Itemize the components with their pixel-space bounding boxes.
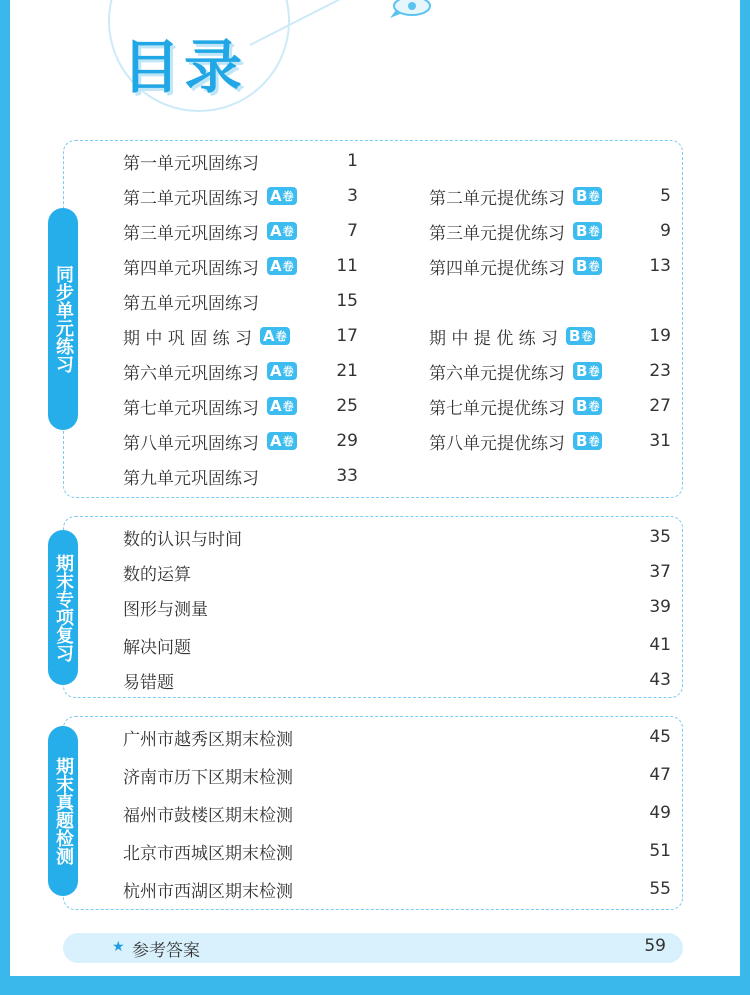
toc-page-number: 9 [660,221,671,241]
badge-letter: A [270,362,282,380]
volume-badge [267,362,297,380]
volume-badge [573,257,602,275]
toc-page-number: 1 [347,151,358,171]
toc-page-number: 3 [347,186,358,206]
toc-entry-label: 期 中 提 优 练 习 [429,328,559,349]
badge-suffix: 卷 [282,435,294,448]
toc-entry-label: 第四单元提优练习 [429,258,565,279]
badge-suffix: 卷 [588,400,600,413]
toc-entry[interactable] [429,254,602,278]
toc-page-number: 37 [649,562,671,582]
toc-page-number: 7 [347,221,358,241]
toc-entry[interactable] [123,801,293,825]
badge-letter: B [576,362,588,380]
toc-entry[interactable] [123,359,297,383]
badge-suffix: 卷 [588,190,600,203]
toc-entry-label: 第一单元巩固练习 [123,153,259,174]
toc-page-number: 15 [336,291,358,311]
toc-entry[interactable] [123,595,208,619]
badge-suffix: 卷 [581,330,593,343]
toc-entry[interactable] [123,877,293,901]
toc-entry-label: 易错题 [123,672,174,693]
toc-page-number: 41 [649,635,671,655]
toc-entry-label: 第八单元提优练习 [429,433,565,454]
toc-page-number: 29 [336,431,358,451]
toc-entry[interactable] [123,560,191,584]
toc-entry-label: 第二单元巩固练习 [123,188,259,209]
toc-page-number: 55 [649,879,671,899]
toc-entry[interactable] [123,763,293,787]
toc-entry-label: 解决问题 [123,637,191,658]
badge-letter: A [270,222,282,240]
rocket-icon [388,0,436,22]
toc-entry[interactable] [429,324,595,348]
toc-page-number: 43 [649,670,671,690]
volume-badge [267,432,297,450]
toc-entry[interactable] [123,668,174,692]
badge-suffix: 卷 [282,365,294,378]
toc-entry[interactable] [123,219,297,243]
toc-entry[interactable] [123,184,297,208]
badge-letter: B [569,327,581,345]
toc-entry[interactable] [429,219,602,243]
toc-entry[interactable] [429,359,602,383]
toc-page-number: 17 [336,326,358,346]
volume-badge [267,397,297,415]
toc-entry[interactable] [123,633,191,657]
toc-entry[interactable] [123,464,259,488]
toc-entry[interactable] [123,254,297,278]
badge-letter: B [576,222,588,240]
toc-page-number: 45 [649,727,671,747]
star-icon: ★ [112,939,125,955]
toc-entry[interactable] [429,429,602,453]
toc-entry-label: 第八单元巩固练习 [123,433,259,454]
toc-entry-label: 第七单元巩固练习 [123,398,259,419]
toc-page-number: 47 [649,765,671,785]
toc-entry-label: 济南市历下区期末检测 [123,767,293,788]
toc-entry-label: 第九单元巩固练习 [123,468,259,489]
toc-page-number: 11 [336,256,358,276]
badge-letter: A [270,257,282,275]
badge-suffix: 卷 [588,365,600,378]
toc-entry[interactable] [123,149,259,173]
badge-suffix: 卷 [588,260,600,273]
toc-entry-label: 数的认识与时间 [123,529,242,550]
badge-suffix: 卷 [588,435,600,448]
badge-suffix: 卷 [282,260,294,273]
toc-entry[interactable] [123,289,259,313]
badge-suffix: 卷 [275,330,287,343]
toc-entry-label: 数的运算 [123,564,191,585]
badge-letter: B [576,432,588,450]
toc-entry-label: 广州市越秀区期末检测 [123,729,293,750]
badge-letter: A [270,187,282,205]
volume-badge [573,187,602,205]
toc-entry-label: 第七单元提优练习 [429,398,565,419]
volume-badge [260,327,290,345]
toc-entry-label: 福州市鼓楼区期末检测 [123,805,293,826]
badge-letter: A [270,432,282,450]
toc-entry-label: 图形与测量 [123,599,208,620]
toc-page-number: 51 [649,841,671,861]
toc-page-number: 25 [336,396,358,416]
badge-suffix: 卷 [282,225,294,238]
toc-entry[interactable] [123,525,242,549]
volume-badge [573,362,602,380]
toc-page-number: 13 [649,256,671,276]
toc-page-number: 5 [660,186,671,206]
toc-entry-label: 北京市西城区期末检测 [123,843,293,864]
toc-page-number: 21 [336,361,358,381]
toc-page-number: 27 [649,396,671,416]
toc-entry-label: 第六单元巩固练习 [123,363,259,384]
badge-suffix: 卷 [588,225,600,238]
volume-badge [573,397,602,415]
volume-badge [573,222,602,240]
volume-badge [267,222,297,240]
volume-badge [267,187,297,205]
badge-letter: A [270,397,282,415]
toc-entry-label: 期 中 巩 固 练 习 [123,328,253,349]
volume-badge [267,257,297,275]
toc-page-number: 35 [649,527,671,547]
toc-page-number: 49 [649,803,671,823]
section-tag-sync: 同步单元练习 [48,208,78,430]
badge-letter: B [576,257,588,275]
badge-suffix: 卷 [282,190,294,203]
toc-page-number: 31 [649,431,671,451]
badge-letter: B [576,187,588,205]
toc-entry-label: 第三单元提优练习 [429,223,565,244]
toc-entry-label: 第六单元提优练习 [429,363,565,384]
toc-entry-label: 第四单元巩固练习 [123,258,259,279]
volume-badge [566,327,595,345]
answers-label[interactable]: 参考答案 [132,941,200,961]
toc-entry-label: 第五单元巩固练习 [123,293,259,314]
badge-letter: B [576,397,588,415]
answers-page-number: 59 [644,936,666,956]
toc-entry[interactable] [429,184,602,208]
toc-page-number: 33 [336,466,358,486]
toc-entry[interactable] [123,324,290,348]
toc-page-number: 39 [649,597,671,617]
volume-badge [573,432,602,450]
toc-entry-label: 杭州市西湖区期末检测 [123,881,293,902]
toc-entry[interactable] [123,394,297,418]
toc-entry[interactable] [123,429,297,453]
section-tag-exams: 期末真题检测 [48,726,78,896]
toc-page-number: 23 [649,361,671,381]
toc-entry[interactable] [123,839,293,863]
toc-entry[interactable] [429,394,602,418]
badge-suffix: 卷 [282,400,294,413]
toc-entry-label: 第三单元巩固练习 [123,223,259,244]
toc-entry-label: 第二单元提优练习 [429,188,565,209]
badge-letter: A [263,327,275,345]
page-title: 目录 [122,33,247,101]
toc-entry[interactable] [123,725,293,749]
section-tag-review: 期末专项复习 [48,530,78,685]
toc-page-number: 19 [649,326,671,346]
